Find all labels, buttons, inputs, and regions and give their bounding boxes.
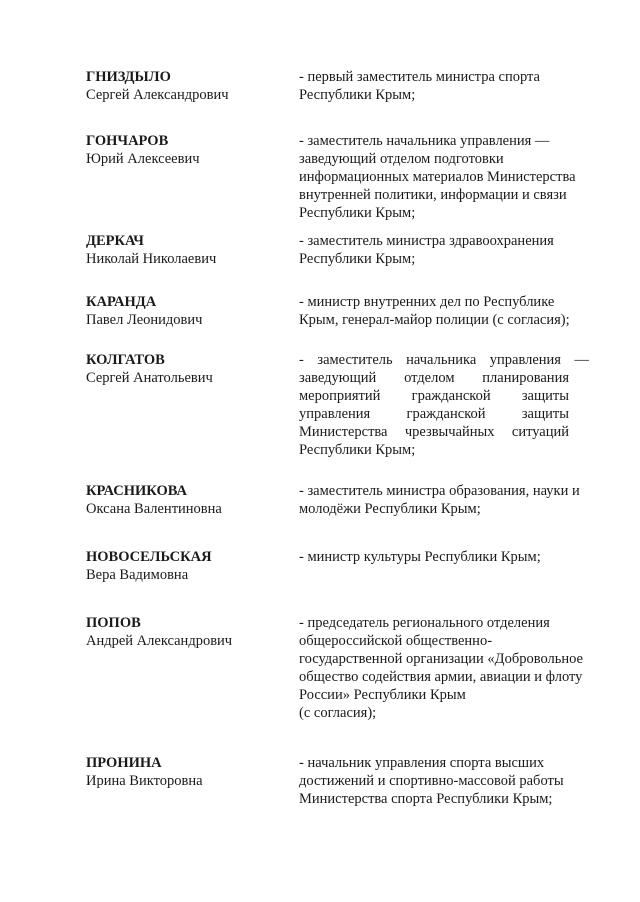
member-surname: КОЛГАТОВ — [86, 352, 165, 368]
member-surname: ГОНЧАРОВ — [86, 133, 169, 149]
role-line: - председатель регионального отделения — [299, 615, 550, 631]
member-role — [299, 482, 604, 518]
role-line: - первый заместитель министра спорта — [299, 69, 540, 85]
role-line: - министр культуры Республики Крым; — [299, 549, 541, 565]
role-line: Крым, генерал-майор полиции (с согласия); — [299, 312, 570, 328]
role-line: общество содействия армии, авиации и флоту — [299, 669, 583, 685]
member-role — [299, 68, 604, 104]
member-role — [299, 293, 604, 329]
role-line: - заместитель начальника управления — — [299, 133, 550, 149]
member-surname: НОВОСЕЛЬСКАЯ — [86, 549, 212, 565]
member-name — [86, 614, 286, 650]
role-line: - заместитель министра образования, науки и — [299, 483, 580, 499]
member-name — [86, 351, 286, 387]
member-role — [299, 132, 604, 222]
member-role — [299, 548, 604, 566]
member-surname: КРАСНИКОВА — [86, 483, 187, 499]
role-line: Министерства спорта Республики Крым; — [299, 791, 553, 807]
role-line: Республики Крым; — [299, 87, 416, 103]
role-line: Республики Крым; — [299, 442, 416, 458]
member-surname: ГНИЗДЫЛО — [86, 69, 171, 85]
role-line: Министерства чрезвычайных ситуаций — [299, 424, 569, 440]
role-line: России» Республики Крым — [299, 687, 466, 703]
role-line: достижений и спортивно-массовой работы — [299, 773, 564, 789]
member-surname: ДЕРКАЧ — [86, 233, 144, 249]
member-surname: ПОПОВ — [86, 615, 141, 631]
member-name — [86, 754, 286, 790]
role-line: - министр внутренних дел по Республике — [299, 294, 555, 310]
member-given-name: Ирина Викторовна — [86, 773, 203, 789]
role-line: заведующий отделом подготовки — [299, 151, 504, 167]
member-name — [86, 68, 286, 104]
member-name — [86, 232, 286, 268]
member-given-name: Андрей Александрович — [86, 633, 233, 649]
member-given-name: Павел Леонидович — [86, 312, 203, 328]
role-line: общероссийской общественно- — [299, 633, 493, 649]
member-role — [299, 351, 589, 459]
member-name — [86, 293, 286, 329]
member-given-name: Сергей Александрович — [86, 87, 229, 103]
member-given-name: Николай Николаевич — [86, 251, 217, 267]
member-surname: ПРОНИНА — [86, 755, 162, 771]
role-line: внутренней политики, информации и связи — [299, 187, 567, 203]
member-role — [299, 614, 604, 722]
role-line: (с согласия); — [299, 705, 377, 721]
member-surname: КАРАНДА — [86, 294, 157, 310]
role-line: заведующий отделом планирования — [299, 370, 569, 386]
role-line: Республики Крым; — [299, 251, 416, 267]
member-given-name: Оксана Валентиновна — [86, 501, 222, 517]
member-name — [86, 132, 286, 168]
role-line: информационных материалов Министерства — [299, 169, 576, 185]
member-given-name: Вера Вадимовна — [86, 567, 189, 583]
role-line: управления гражданской защиты — [299, 406, 569, 422]
role-line: мероприятий гражданской защиты — [299, 388, 569, 404]
member-given-name: Юрий Алексеевич — [86, 151, 200, 167]
member-name — [86, 482, 286, 518]
member-name — [86, 548, 286, 584]
member-role — [299, 232, 604, 268]
role-line: государственной организации «Добровольное — [299, 651, 583, 667]
role-line: Республики Крым; — [299, 205, 416, 221]
role-line: молодёжи Республики Крым; — [299, 501, 481, 517]
member-given-name: Сергей Анатольевич — [86, 370, 213, 386]
role-line: - начальник управления спорта высших — [299, 755, 545, 771]
role-line: - заместитель начальника управления — — [299, 352, 589, 368]
role-line: - заместитель министра здравоохранения — [299, 233, 554, 249]
member-role — [299, 754, 604, 808]
